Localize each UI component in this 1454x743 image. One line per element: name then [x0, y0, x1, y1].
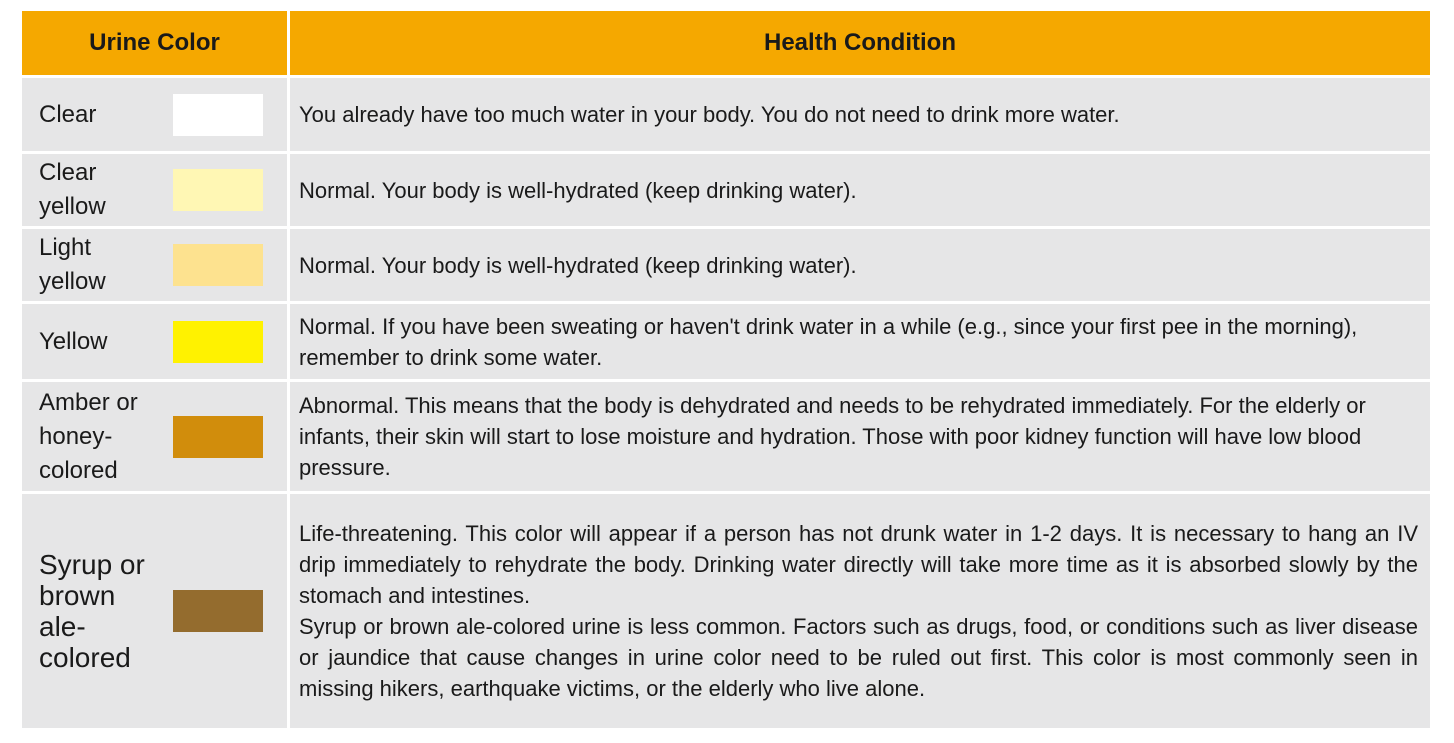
color-swatch	[173, 244, 263, 286]
health-condition-text: You already have too much water in your body. You do not need to drink more water.	[299, 102, 1120, 127]
health-condition-text: Syrup or brown ale-colored urine is less common. Factors such as drugs, food, or conditions such as liver disease or jaundice that cause changes in urine color need to be ruled out first. This color is most commonly seen in missing hikers, earthquake victims, or the elderly who live alone.	[299, 614, 1418, 701]
urine-color-cell	[22, 494, 287, 728]
health-condition-cell	[290, 494, 1430, 728]
urine-color-cell	[22, 382, 287, 491]
urine-color-cell	[22, 154, 287, 226]
urine-color-name: Clear yellow	[39, 159, 106, 220]
health-condition-text: Normal. Your body is well-hydrated (keep drinking water).	[299, 177, 857, 203]
health-condition-cell	[290, 154, 1430, 226]
health-condition-text: Life-threatening. This color will appear if a person has not drunk water in 1-2 days. It is necessary to hang an IV drip immediately to rehydrate the body. Drinking water directly will take more time as it is absorbed slowly by the stomach and intestines.	[299, 521, 1418, 608]
color-swatch	[173, 590, 263, 632]
urine-color-cell	[22, 78, 287, 151]
health-condition-cell	[290, 78, 1430, 151]
health-condition-cell	[290, 304, 1430, 379]
table-row	[22, 494, 1430, 728]
table-row	[22, 78, 1430, 151]
header-health-condition: Health Condition	[290, 11, 1430, 75]
health-condition-text: Normal. Your body is well-hydrated (keep drinking water).	[299, 252, 857, 278]
table-header-row	[22, 11, 1430, 75]
header-urine-color: Urine Color	[22, 11, 287, 75]
urine-color-name: Light yellow	[39, 234, 106, 295]
health-condition-cell	[290, 229, 1430, 301]
urine-color-cell	[22, 229, 287, 301]
health-condition-text: Abnormal. This means that the body is dehydrated and needs to be rehydrated immediately. For the elderly or infants, their skin will start to lose moisture and hydration. Those with poor kidney function will have low blood pressure.	[299, 393, 1366, 480]
urine-color-table	[22, 11, 1430, 728]
table-row	[22, 382, 1430, 491]
table-row	[22, 154, 1430, 226]
table-row	[22, 304, 1430, 379]
urine-color-name: Yellow	[39, 327, 108, 355]
urine-color-name: Clear	[39, 100, 97, 128]
color-swatch	[173, 169, 263, 211]
table-row	[22, 229, 1430, 301]
color-swatch	[173, 416, 263, 458]
color-swatch	[173, 321, 263, 363]
urine-color-name: Amber or honey-colored	[39, 388, 138, 484]
health-condition-text: Normal. If you have been sweating or haven't drink water in a while (e.g., since your first pee in the morning), remember to drink some water.	[299, 313, 1358, 370]
health-condition-cell	[290, 382, 1430, 491]
color-swatch	[173, 94, 263, 136]
urine-color-name: Syrup or brown ale-colored	[39, 549, 145, 673]
urine-color-cell	[22, 304, 287, 379]
